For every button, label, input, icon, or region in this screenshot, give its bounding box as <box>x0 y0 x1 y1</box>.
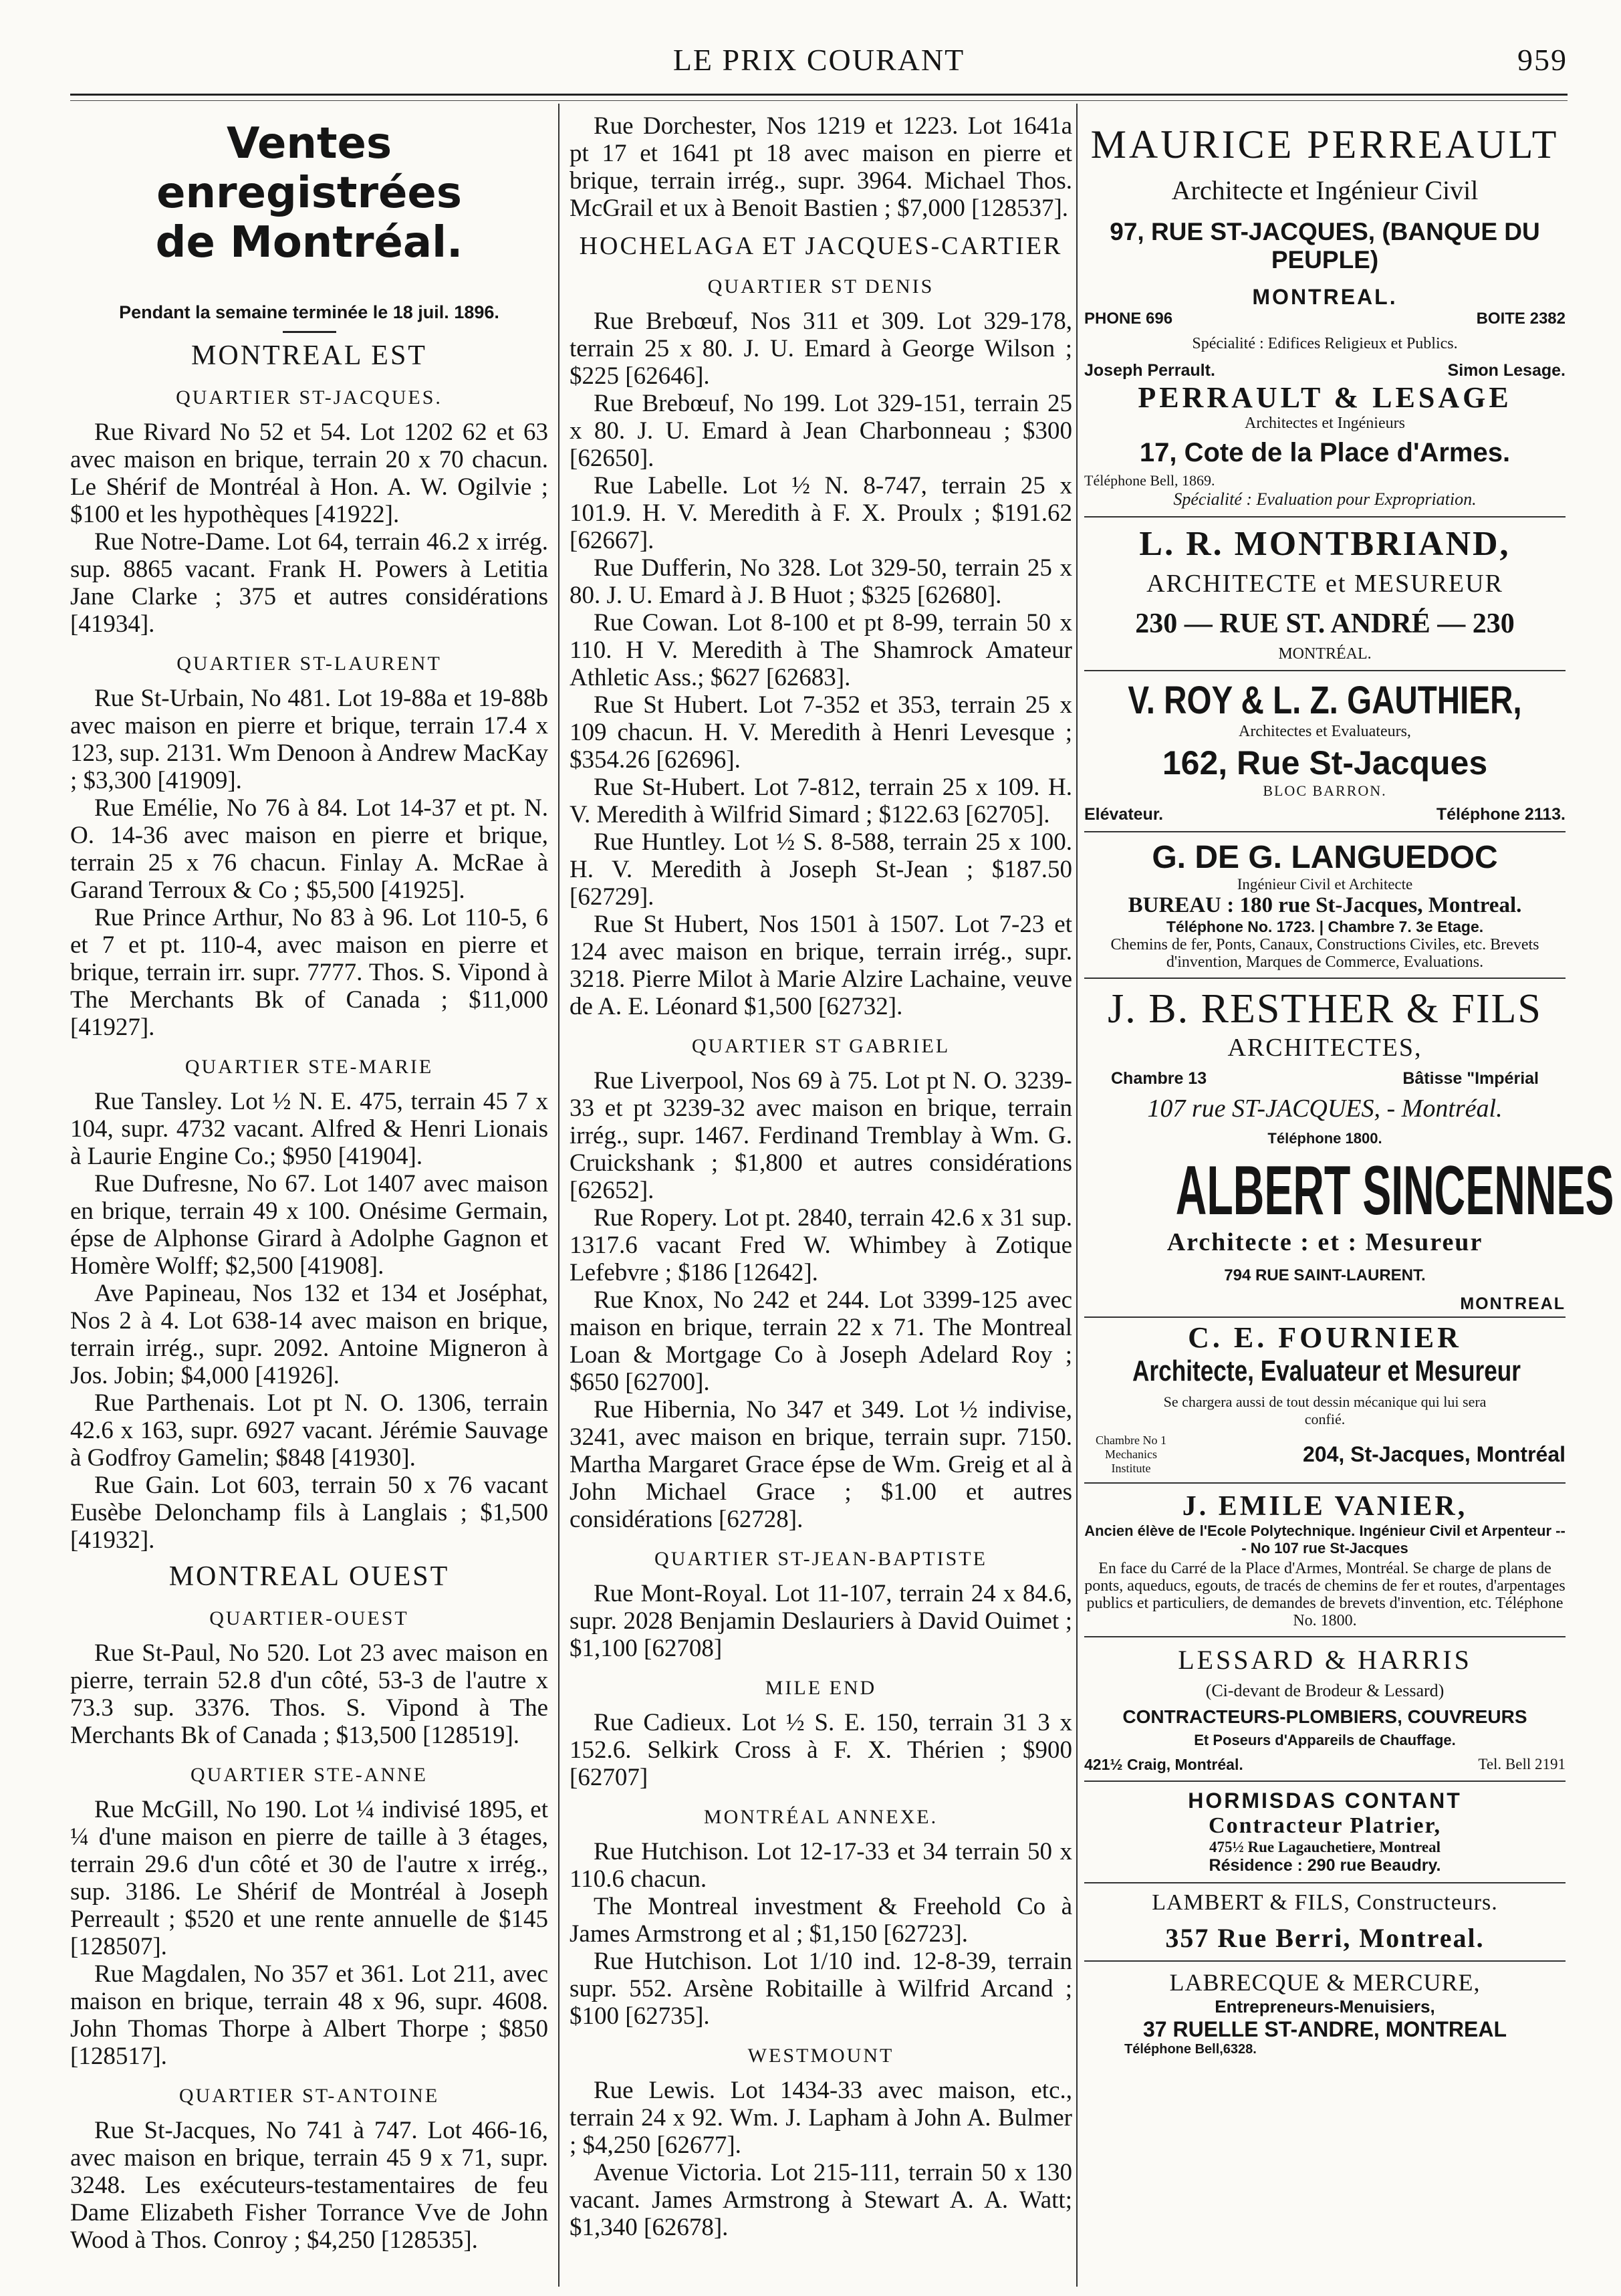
ad-phone: Tel. Bell 2191 <box>1478 1756 1566 1772</box>
ad-address: 421½ Craig, Montréal. <box>1084 1756 1243 1773</box>
sale-entry: Rue St-Paul, No 520. Lot 23 avec maison en pierre, terrain 52.8 d'un côté, 53-3 de l'autre x 73.3 sup. 3376. Thos. S. Vipond à The Merchants Bk of Canada ; $13,500 [128519]. <box>70 1639 548 1749</box>
ad-partner: Joseph Perrault. <box>1084 361 1215 380</box>
ad-role: Ingénieur Civil et Architecte <box>1237 876 1413 893</box>
ad-role: Architectes et Ingénieurs <box>1245 415 1405 432</box>
quarter-heading: QUARTIER ST GABRIEL <box>691 1035 951 1057</box>
ad-resther <box>1084 986 1566 1147</box>
ad-role: ARCHITECTE et MESUREUR <box>1146 570 1503 598</box>
ad-role: Architecte : et : Mesureur <box>1166 1228 1483 1256</box>
ad-city: MONTRÉAL. <box>1278 645 1372 663</box>
sale-entry: Rue Lewis. Lot 1434-33 avec maison, etc., terrain 24 x 92. Wm. J. Lapham à John A. Bulmer ; $4,250 [62677]. <box>570 2077 1072 2159</box>
district-heading: HOCHELAGA ET JACQUES-CARTIER <box>579 232 1063 260</box>
page-number: 959 <box>1517 43 1568 77</box>
sale-entry: Rue Rivard No 52 et 54. Lot 1202 62 et 63 avec maison en brique, terrain 20 x 70 chacun. Le Shérif de Montréal à Hon. A. W. Ogilvie ; $100 et les hypothèques [41922]. <box>70 419 548 528</box>
sale-entry: Rue Labelle. Lot ½ N. 8-747, terrain 25 x 101.9. H. V. Meredith à F. X. Proulx ; $191.62 [62667]. <box>570 472 1072 554</box>
ad-name <box>1084 1152 1614 1230</box>
ad-description: En face du Carré de la Place d'Armes, Montréal. Se charge de plans de ponts, aqueducs, egouts, de tracés de chemins de fer et routes, d'arpentages publics et particuliers, de demandes de brevets d'invention, etc. Téléphone No. 1800. <box>1084 1560 1566 1629</box>
sales-column-1 <box>70 112 548 2289</box>
ad-specialty: Spécialité : Evaluation pour Expropriation. <box>1173 489 1477 509</box>
ad-phone: Téléphone 2113. <box>1436 805 1566 824</box>
ad-address: 204, St-Jacques, Montréal <box>1302 1442 1566 1466</box>
district-heading: MONTREAL EST <box>191 340 427 371</box>
ad-phone: Téléphone 1800. <box>1267 1130 1382 1147</box>
ad-city: MONTREAL <box>1460 1294 1566 1313</box>
ad-name: J. EMILE VANIER, <box>1182 1491 1468 1522</box>
ad-address: 357 Rue Berri, Montreal. <box>1165 1923 1485 1953</box>
sale-entry: Rue Dufresne, No 67. Lot 1407 avec maison en brique, terrain 49 x 100. Onésime Germain, épse de Alphonse Girard à Adolphe Gagnon et Homère Wolff; $2,500 [41908]. <box>70 1170 548 1280</box>
ad-box: BOITE 2382 <box>1476 310 1566 328</box>
sale-entry: Rue Emélie, No 76 à 84. Lot 14-37 et pt. N. O. 14-36 avec maison en pierre et brique, terrain 25 x 76 chacun. Finlay A. McRae à Garand Terroux & Co ; $5,500 [41925]. <box>70 794 548 904</box>
ad-name <box>1084 678 1566 723</box>
ad-contant <box>1084 1789 1566 1875</box>
ad-role: Architectes et Evaluateurs, <box>1239 723 1411 740</box>
ad-role <box>1084 1355 1566 1388</box>
ad-city: MONTREAL. <box>1252 285 1398 309</box>
ad-address: BUREAU : 180 rue St-Jacques, Montreal. <box>1128 893 1522 917</box>
sale-entry: Rue Notre-Dame. Lot 64, terrain 46.2 x irrég. sup. 8865 vacant. Frank H. Powers à Letitia Jane Clarke ; 375 et autres considérations [41934]. <box>70 528 548 638</box>
quarter-heading: MILE END <box>765 1677 877 1699</box>
ad-building: Bâtisse "Impérial <box>1402 1069 1539 1088</box>
ad-name: L. R. MONTBRIAND, <box>1139 525 1511 563</box>
ad-divider <box>1084 978 1566 979</box>
column-divider <box>558 104 559 2287</box>
ad-former: (Ci-devant de Brodeur & Lessard) <box>1205 1681 1445 1700</box>
ad-divider <box>1084 1482 1566 1484</box>
quarter-heading: WESTMOUNT <box>747 2045 894 2067</box>
ad-address: 794 RUE SAINT-LAURENT. <box>1224 1266 1426 1284</box>
advertisements-column <box>1084 112 1614 2289</box>
ad-role-text: Architecte, Evaluateur et Mesureur <box>1132 1355 1521 1387</box>
ad-role: CONTRACTEURS-PLOMBIERS, COUVREURS <box>1122 1706 1527 1727</box>
ad-name: PERRAULT & LESAGE <box>1138 381 1512 414</box>
header-rule <box>70 94 1568 96</box>
sale-entry: Ave Papineau, Nos 132 et 134 et Joséphat, Nos 2 à 4. Lot 638-14 avec maison en brique, terrain irrég., supr. 2092. Antoine Migneron à Jos. Jobin; $4,000 [41926]. <box>70 1280 548 1389</box>
ad-partners <box>1084 361 1566 380</box>
ad-address: 37 RUELLE ST-ANDRE, MONTREAL <box>1142 2017 1507 2041</box>
sale-entry: Avenue Victoria. Lot 215-111, terrain 50 x 130 vacant. James Armstrong à Stewart A. A. Watt; $1,340 [62678]. <box>570 2159 1072 2241</box>
quarter-heading: QUARTIER ST-ANTOINE <box>178 2085 440 2107</box>
ad-contact-row <box>1084 310 1566 328</box>
journal-title: LE PRIX COURANT <box>672 43 965 77</box>
ad-divider <box>1084 1636 1566 1637</box>
ad-role: Contracteur Platrier, <box>1209 1813 1441 1838</box>
ad-roy-gauthier <box>1084 678 1566 824</box>
ad-chamber: Chambre No 1 Mechanics Institute <box>1096 1433 1166 1475</box>
ad-role: Entrepreneurs-Menuisiers, <box>1215 1996 1435 2017</box>
ad-role-2: Et Poseurs d'Appareils de Chauffage. <box>1194 1732 1456 1748</box>
ad-specialty: Spécialité : Edifices Religieux et Publics. <box>1192 335 1458 352</box>
quarter-heading: MONTRÉAL ANNEXE. <box>703 1806 939 1828</box>
ad-divider <box>1084 516 1566 518</box>
ad-labrecque <box>1084 1968 1566 2057</box>
sections-hochelaga <box>570 275 1072 2241</box>
quarter-heading: QUARTIER ST DENIS <box>707 275 934 298</box>
sale-entry: Rue St-Urbain, No 481. Lot 19-88a et 19-88b avec maison en pierre et brique, terrain 17.4 x 123, sup. 2131. Wm Denoon à Andrew MacKay ; $3,300 [41909]. <box>70 685 548 794</box>
ad-info-row <box>1084 1756 1566 1774</box>
sale-entry: Rue Dufferin, No 328. Lot 329-50, terrain 25 x 80. J. U. Emard à J. B Huot ; $325 [62680]. <box>570 554 1072 609</box>
ad-name: LABRECQUE & MERCURE, <box>1169 1969 1481 1996</box>
sale-entry: Rue St Hubert, Nos 1501 à 1507. Lot 7-23 et 124 avec maison en brique, terrain irrég., supr. 3218. Pierre Milot à Marie Alzire Lachaine, veuve de A. E. Léonard $1,500 [62732]. <box>570 911 1072 1020</box>
ad-address: 475½ Rue Lagauchetiere, Montreal <box>1209 1839 1441 1855</box>
ad-address: 97, RUE ST-JACQUES, (BANQUE DU PEUPLE) <box>1110 218 1540 273</box>
ad-name: LAMBERT & FILS, Constructeurs. <box>1152 1890 1498 1915</box>
ad-phone: Téléphone Bell, 1869. <box>1084 472 1215 489</box>
ad-fournier <box>1084 1321 1566 1476</box>
quarter-heading: QUARTIER-OUEST <box>209 1607 409 1629</box>
title-line: de Montréal. <box>155 218 463 267</box>
ad-name-text: V. ROY & L. Z. GAUTHIER, <box>1128 679 1522 722</box>
ad-name: LESSARD & HARRIS <box>1178 1645 1472 1675</box>
sale-entry: Rue Gain. Lot 603, terrain 50 x 76 vacant Eusèbe Delonchamp fils à Langlais ; $1,500 [41932]. <box>70 1472 548 1554</box>
ad-info-row <box>1111 1069 1539 1088</box>
sale-entry: Rue Huntley. Lot ½ S. 8-588, terrain 25 x 100. H. V. Meredith à Joseph St-Jean ; $187.50 [62729]. <box>570 828 1072 911</box>
sale-entry: Rue Knox, No 242 et 244. Lot 3399-125 avec maison en brique, terrain 22 x 71. The Montreal Loan & Mortgage Co à Joseph Adelard Roy ; $650 [62700]. <box>570 1286 1072 1396</box>
ad-address: 230 — RUE ST. ANDRÉ — 230 <box>1135 608 1515 639</box>
ad-role: Architecte et Ingénieur Civil <box>1171 175 1479 205</box>
ad-divider <box>1084 1960 1566 1962</box>
sale-entry: Rue St-Jacques, No 741 à 747. Lot 466-16, avec maison en brique, terrain 45 9 x 71, supr. 3248. Les exécuteurs-testamentaires de feu Dame Elizabeth Fisher Torrance Vve de John Wood à Thos. Conroy ; $4,250 [128535]. <box>70 2117 548 2254</box>
ad-lambert <box>1084 1890 1566 1954</box>
sale-entry: Rue Hibernia, No 347 et 349. Lot ½ indivise, 3241, avec maison en brique, terrain supr. 7150. Martha Margaret Grace épse de Wm. Greig et al à John Michael Grace ; $1.00 et autres considérations [62728]. <box>570 1396 1072 1533</box>
quarter-heading: QUARTIER STE-ANNE <box>191 1764 428 1786</box>
sale-entry: Rue Hutchison. Lot 1/10 ind. 12-8-39, terrain supr. 552. Arsène Robitaille à Wilfrid Arcand ; $100 [62735]. <box>570 1948 1072 2030</box>
ad-divider <box>1084 831 1566 832</box>
ad-phone: PHONE 696 <box>1084 310 1173 328</box>
ad-name: C. E. FOURNIER <box>1188 1321 1462 1354</box>
section-title <box>70 119 548 267</box>
ad-languedoc <box>1084 839 1566 971</box>
ad-divider <box>1084 1316 1566 1318</box>
title-line: Ventes enregistrées <box>156 119 462 218</box>
ad-description: Chemins de fer, Ponts, Canaux, Constructions Civiles, etc. Brevets d'invention, Marques de Commerce, Evaluations. <box>1110 936 1539 971</box>
ad-montbriand <box>1084 524 1566 663</box>
sale-entry: Rue Ropery. Lot pt. 2840, terrain 42.6 x 31 sup. 1317.6 vacant Fred W. Whimbey à Zotique Lefebvre ; $186 [12642]. <box>570 1204 1072 1286</box>
ad-description: Se chargera aussi de tout dessin mécanique qui lui sera confié. <box>1163 1393 1487 1427</box>
quarter-heading: QUARTIER ST-LAURENT <box>176 653 442 675</box>
ad-address: 162, Rue St-Jacques <box>1162 744 1488 782</box>
ad-divider <box>1084 670 1566 671</box>
sale-entry: Rue Mont-Royal. Lot 11-107, terrain 24 x 84.6, supr. 2028 Benjamin Deslauriers à David Ouimet ; $1,100 [62708] <box>570 1580 1072 1662</box>
quarter-heading: QUARTIER ST-JACQUES. <box>176 386 443 409</box>
ad-name: G. DE G. LANGUEDOC <box>1152 840 1498 875</box>
ad-description: Ancien élève de l'Ecole Polytechnique. Ingénieur Civil et Arpenteur --- No 107 rue St-Jacques <box>1084 1522 1566 1557</box>
ad-lessard-harris <box>1084 1644 1566 1774</box>
sale-entry: Rue McGill, No 190. Lot ¼ indivisé 1895, et ¼ d'une maison en pierre de taille à 3 étages, terrain 29.6 d'un côté et 30 de l'autre x irrég., sup. 3186. Le Shérif de Montréal à Joseph Perreault ; $520 et une rente annuelle de $145 [128507]. <box>70 1796 548 1960</box>
ad-residence: Résidence : 290 rue Beaudry. <box>1209 1856 1441 1875</box>
sections-est <box>70 386 548 1554</box>
sale-entry: Rue St Hubert. Lot 7-352 et 353, terrain 25 x 109 chacun. H. V. Meredith à Henri Levesque ; $354.26 [62696]. <box>570 691 1072 774</box>
ad-chamber: Chambre 13 <box>1111 1069 1207 1088</box>
sales-column-2 <box>570 112 1072 2289</box>
ad-building: BLOC BARRON. <box>1263 782 1387 799</box>
ad-partner: Simon Lesage. <box>1447 361 1566 380</box>
ad-name-text: ALBERT SINCENNES <box>1175 1152 1614 1230</box>
ad-vanier <box>1084 1490 1566 1629</box>
ad-address: 17, Cote de la Place d'Armes. <box>1139 438 1511 467</box>
sale-entry: Rue Cowan. Lot 8-100 et pt 8-99, terrain 50 x 110. H V. Meredith à The Shamrock Amateur Athletic Ass.; $627 [62683]. <box>570 609 1072 691</box>
sale-entry: Rue Cadieux. Lot ½ S. E. 150, terrain 31 3 x 152.6. Selkirk Cross à F. X. Thérien ; $900 [62707] <box>570 1709 1072 1791</box>
ad-sincennes <box>1084 1152 1614 1314</box>
header-rule-thin <box>70 100 1568 101</box>
ad-info-row <box>1084 805 1566 824</box>
ad-role: ARCHITECTES, <box>1227 1034 1422 1062</box>
sale-entry: Rue Parthenais. Lot pt N. O. 1306, terrain 42.6 x 163, supr. 6927 vacant. Jérémie Sauvage à Godfroy Gamelin; $848 [41930]. <box>70 1389 548 1472</box>
sale-entry: Rue Liverpool, Nos 69 à 75. Lot pt N. O. 3239-33 et pt 3239-32 avec maison en brique, terrain irrég., supr. 1467. Ferdinand Tremblay à Wm. G. Cruickshank ; $1,800 et autres considérations [62652]. <box>570 1067 1072 1204</box>
ad-perrault-lesage <box>1084 361 1566 509</box>
ad-phone: Téléphone No. 1723. | Chambre 7. 3e Etage. <box>1166 918 1484 935</box>
sale-entry: Rue Brebœuf, Nos 311 et 309. Lot 329-178, terrain 25 x 80. J. U. Emard à George Wilson ; $225 [62646]. <box>570 308 1072 390</box>
sale-entry: The Montreal investment & Freehold Co à James Armstrong et al ; $1,150 [62723]. <box>570 1893 1072 1948</box>
ad-name: HORMISDAS CONTANT <box>1188 1789 1462 1813</box>
divider-dash <box>283 331 336 333</box>
ad-elevator: Elévateur. <box>1084 805 1164 824</box>
ad-perreault <box>1084 122 1566 353</box>
ad-divider <box>1084 1781 1566 1782</box>
ad-name: J. B. RESTHER & FILS <box>1108 986 1542 1032</box>
ad-phone: Téléphone Bell,6328. <box>1124 2042 1257 2057</box>
quarter-heading: QUARTIER STE-MARIE <box>184 1056 434 1078</box>
sale-entry: Rue St-Hubert. Lot 7-812, terrain 25 x 109. H. V. Meredith à Wilfrid Simard ; $122.63 [62705]. <box>570 774 1072 828</box>
sale-entry: Rue Hutchison. Lot 12-17-33 et 34 terrain 50 x 110.6 chacun. <box>570 1838 1072 1893</box>
sale-entry: Rue Dorchester, Nos 1219 et 1223. Lot 1641a pt 17 et 1641 pt 18 avec maison en pierre et brique, terrain irrég., supr. 3964. Michael Thos. McGrail et ux à Benoit Bastien ; $7,000 [128537]. <box>570 112 1072 222</box>
ad-info-row <box>1084 1433 1566 1476</box>
page-header <box>70 37 1568 90</box>
sale-entry: Rue Brebœuf, No 199. Lot 329-151, terrain 25 x 80. J. U. Emard à Jean Charbonneau ; $300 [62650]. <box>570 390 1072 472</box>
sale-entry: Rue Tansley. Lot ½ N. E. 475, terrain 45 7 x 104, supr. 4732 vacant. Alfred & Henri Lionais à Laurie Engine Co.; $950 [41904]. <box>70 1088 548 1170</box>
district-heading: MONTREAL OUEST <box>168 1561 450 1592</box>
sale-entry: Rue Prince Arthur, No 83 à 96. Lot 110-5, 6 et 7 et pt. 110-4, avec maison en pierre et brique, terrain irr. supr. 7777. Thos. S. Vipond à The Merchants Bk of Canada ; $11,000 [41927]. <box>70 904 548 1041</box>
week-line: Pendant la semaine terminée le 18 juil. 1896. <box>119 302 499 322</box>
sale-entry: Rue Magdalen, No 357 et 361. Lot 211, avec maison en brique, terrain 48 x 96, supr. 4608. John Thomas Thorpe à Albert Thorpe ; $850 [128517]. <box>70 1960 548 2070</box>
sections-ouest <box>70 1607 548 2254</box>
ad-divider <box>1084 1882 1566 1883</box>
quarter-heading: QUARTIER ST-JEAN-BAPTISTE <box>654 1548 987 1570</box>
ad-name: MAURICE PERREAULT <box>1090 122 1560 166</box>
column-divider <box>1076 104 1078 2287</box>
ad-address: 107 rue ST-JACQUES, - Montréal. <box>1147 1095 1503 1123</box>
